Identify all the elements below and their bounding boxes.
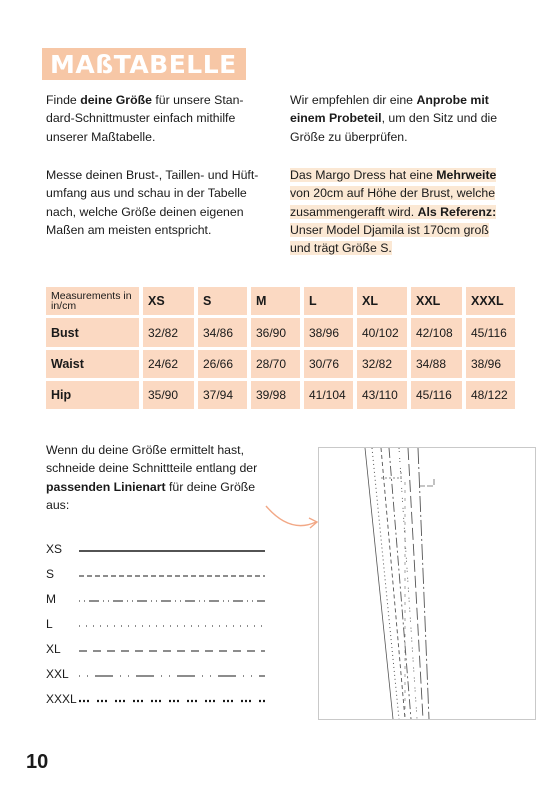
table-cell	[251, 350, 300, 378]
legend-line-sample	[79, 597, 269, 605]
table-cell-text: 36/90	[256, 325, 287, 340]
fitting-paragraph	[290, 91, 515, 146]
table-cell	[411, 350, 462, 378]
page-number: 10	[26, 751, 49, 773]
reference-paragraph	[290, 166, 512, 257]
legend-line-sample	[79, 672, 269, 680]
table-cell	[198, 381, 247, 409]
table-cell-text: 26/66	[203, 357, 234, 371]
table-cell	[304, 381, 353, 409]
table-cell	[466, 381, 515, 409]
table-size-header	[251, 287, 300, 315]
reference-text-c: Unser Model Djamila ist 170cm groß und trägt Größe S.	[290, 222, 489, 256]
table-size-header	[198, 287, 247, 315]
table-cell-text: 34/86	[203, 325, 234, 340]
cutting-bold: passenden Linienart	[46, 479, 166, 494]
table-corner-header	[46, 287, 139, 315]
table-size-header-text: M	[256, 294, 267, 308]
table-cell-text: 43/110	[362, 388, 398, 402]
table-corner-header-text: Measurements in in/cm	[51, 290, 132, 312]
table-size-header-text: L	[309, 294, 317, 308]
legend-line-sample	[79, 647, 269, 655]
table-cell	[304, 318, 353, 347]
pattern-lines-illustration	[319, 448, 535, 719]
table-cell-text: 45/116	[471, 325, 507, 340]
intro-text-end: für unsere Stan-dard-Schnittmuster einfach mithilfe unserer Maßtabelle.	[46, 93, 244, 144]
table-size-header-text: S	[203, 294, 212, 308]
table-size-header-text: XS	[148, 294, 165, 308]
table-cell-text: 35/90	[148, 388, 179, 402]
table-cell-text: 42/108	[416, 325, 453, 340]
table-cell	[466, 318, 515, 347]
table-cell	[357, 381, 407, 409]
table-cell	[198, 350, 247, 378]
measure-paragraph: Messe deinen Brust-, Taillen- und Hüft-umfang aus und schau in der Tabelle nach, welche Größe deinen eigenen Maßen am meisten entspricht.	[46, 168, 259, 237]
legend-line-sample	[79, 547, 269, 555]
legend-size-label: XXL	[46, 667, 69, 681]
reference-bold-b: Als Referenz:	[417, 204, 497, 219]
page-title: MAßTABELLE	[50, 50, 237, 79]
table-cell-text: 38/96	[471, 357, 502, 371]
table-size-header	[411, 287, 462, 315]
table-cell-text: 30/76	[309, 357, 340, 371]
table-cell	[251, 318, 300, 347]
fitting-text: Wir empfehlen dir eine	[290, 93, 417, 107]
table-cell	[466, 350, 515, 378]
table-cell	[411, 318, 462, 347]
table-cell-text: 34/88	[416, 357, 447, 371]
table-cell-text: 28/70	[256, 357, 287, 371]
table-row-label-text: Hip	[51, 388, 72, 402]
table-cell	[304, 350, 353, 378]
table-cell-text: 41/104	[309, 388, 346, 402]
table-cell	[411, 381, 462, 409]
table-cell-text: 32/82	[362, 357, 393, 371]
table-cell	[198, 318, 247, 347]
fitting-text-end: , um den Sitz und die Größe zu überprüfen.	[290, 111, 498, 144]
table-cell-text: 40/102	[362, 325, 399, 340]
legend-size-label: XL	[46, 642, 61, 656]
legend-size-label: XS	[46, 542, 63, 556]
table-cell	[357, 350, 407, 378]
pattern-detail-panel	[318, 447, 536, 720]
table-cell-text: 37/94	[203, 388, 234, 402]
reference-text-a: Das Margo Dress hat eine	[290, 168, 437, 182]
legend-line-sample	[79, 572, 269, 580]
cutting-text-end: für deine Größe aus:	[46, 479, 256, 512]
table-cell	[143, 318, 194, 347]
table-row-label-text: Waist	[51, 357, 84, 371]
table-cell	[251, 381, 300, 409]
intro-paragraph	[46, 91, 262, 146]
table-cell-text: 45/116	[416, 388, 452, 402]
table-cell	[357, 318, 407, 347]
table-cell-text: 38/96	[309, 325, 340, 340]
intro-bold: deine Größe	[80, 93, 152, 107]
curved-arrow-icon	[262, 500, 322, 536]
cutting-paragraph	[46, 441, 260, 514]
table-cell-text: 24/62	[148, 357, 179, 371]
reference-bold-a: Mehrweite	[436, 168, 497, 182]
table-size-header	[466, 287, 515, 315]
table-size-header	[357, 287, 407, 315]
table-size-header-text: XL	[362, 294, 378, 308]
legend-line-sample	[79, 697, 269, 705]
table-row-label	[46, 350, 139, 378]
table-cell-text: 32/82	[148, 325, 179, 340]
table-size-header-text: XXL	[416, 294, 441, 308]
table-cell-text: 48/122	[471, 388, 508, 402]
table-size-header	[304, 287, 353, 315]
intro-text: Finde	[46, 93, 81, 107]
table-cell	[143, 350, 194, 378]
table-size-header	[143, 287, 194, 315]
legend-size-label: S	[46, 567, 55, 581]
cutting-text: Wenn du deine Größe ermittelt hast, schneide deine Schnittteile entlang der	[46, 443, 258, 476]
table-size-header-text: XXXL	[471, 294, 504, 308]
legend-size-label: L	[46, 617, 53, 631]
fitting-bold: Anprobe mit einem Probeteil	[290, 93, 489, 126]
reference-text-b: von 20cm auf Höhe der Brust, welche zusammengerafft wird.	[290, 186, 496, 219]
reference-highlight	[290, 168, 496, 255]
legend-size-label: XXXL	[46, 692, 77, 706]
legend-size-label: M	[46, 592, 56, 606]
table-cell	[143, 381, 194, 409]
table-cell-text: 39/98	[256, 388, 287, 402]
table-row-label	[46, 381, 139, 409]
table-row-label	[46, 318, 139, 347]
legend-line-sample	[79, 622, 269, 630]
table-row-label-text: Bust	[51, 325, 79, 340]
